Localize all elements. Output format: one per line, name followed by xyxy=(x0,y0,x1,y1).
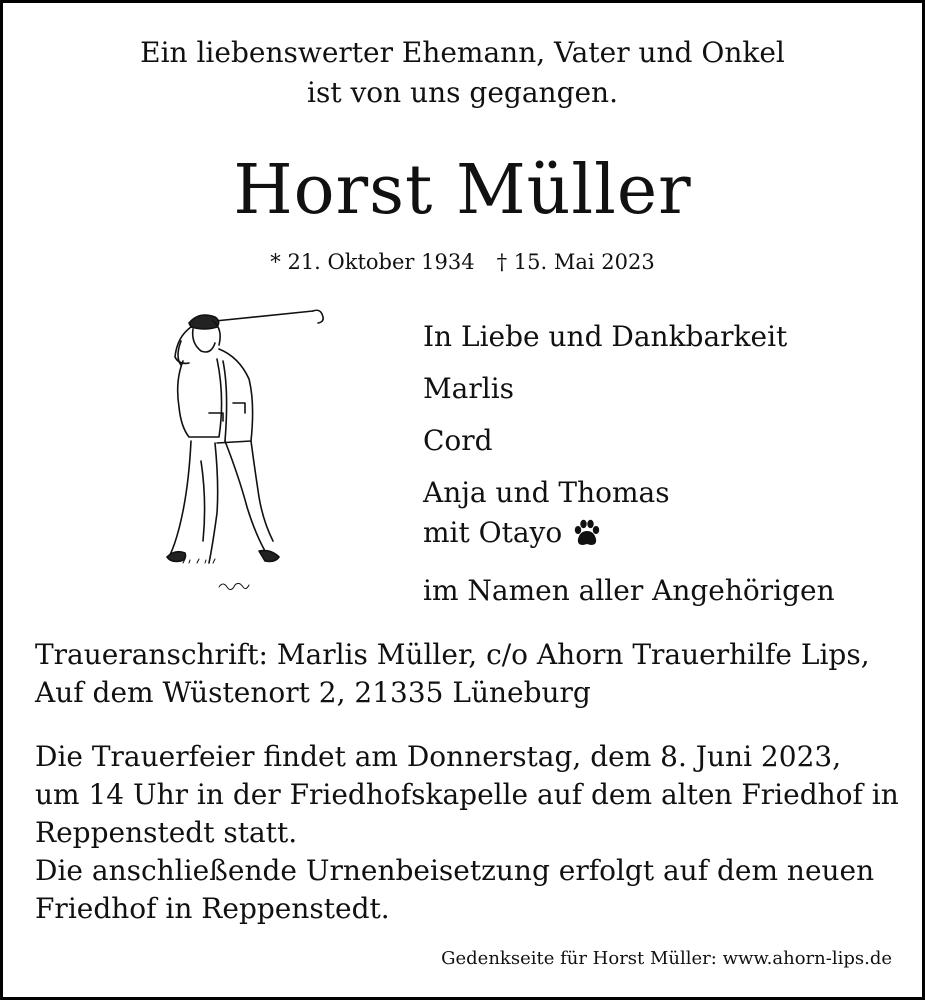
dedication-text: In Liebe und Dankbarkeit xyxy=(423,320,788,353)
intro-line-1: Ein liebenswerter Ehemann, Vater und Onkel xyxy=(140,36,785,69)
ceremony-line: Reppenstedt statt. xyxy=(35,816,298,849)
ceremony-line: Die anschließende Urnenbeisetzung erfolgt auf dem neuen xyxy=(35,854,875,887)
ceremony-line: Friedhof in Reppenstedt. xyxy=(35,892,390,925)
mourner-family-line-1: Anja und Thomas xyxy=(423,476,670,509)
mourner-name: Marlis xyxy=(423,372,515,405)
pet-text: mit Otayo xyxy=(423,516,563,549)
address-line-2: Auf dem Wüstenort 2, 21335 Lüneburg xyxy=(35,676,591,709)
intro-line-2: ist von uns gegangen. xyxy=(307,76,618,109)
death-date: † 15. Mai 2023 xyxy=(496,250,655,274)
birth-date: * 21. Oktober 1934 xyxy=(270,250,475,274)
mourner-name: Cord xyxy=(423,424,493,457)
paw-print-icon xyxy=(572,518,602,559)
deceased-name: Horst Müller xyxy=(233,151,692,230)
closing-text: im Namen aller Angehörigen xyxy=(423,574,835,607)
golfer-sketch-icon xyxy=(153,301,343,601)
ceremony-line: um 14 Uhr in der Friedhofskapelle auf dem alten Friedhof in xyxy=(35,778,899,811)
mourner-family-line-2 xyxy=(423,513,893,559)
mourning-address xyxy=(35,636,905,712)
memorial-page-note: Gedenkseite für Horst Müller: www.ahorn-lips.de xyxy=(441,948,892,969)
intro-text xyxy=(3,33,922,113)
ceremony-line: Die Trauerfeier findet am Donnerstag, dem 8. Juni 2023, xyxy=(35,740,842,773)
address-line-1: Traueranschrift: Marlis Müller, c/o Ahorn Trauerhilfe Lips, xyxy=(35,638,870,671)
mourners-block xyxy=(423,317,893,611)
ceremony-details xyxy=(35,738,905,928)
life-dates xyxy=(3,247,922,277)
